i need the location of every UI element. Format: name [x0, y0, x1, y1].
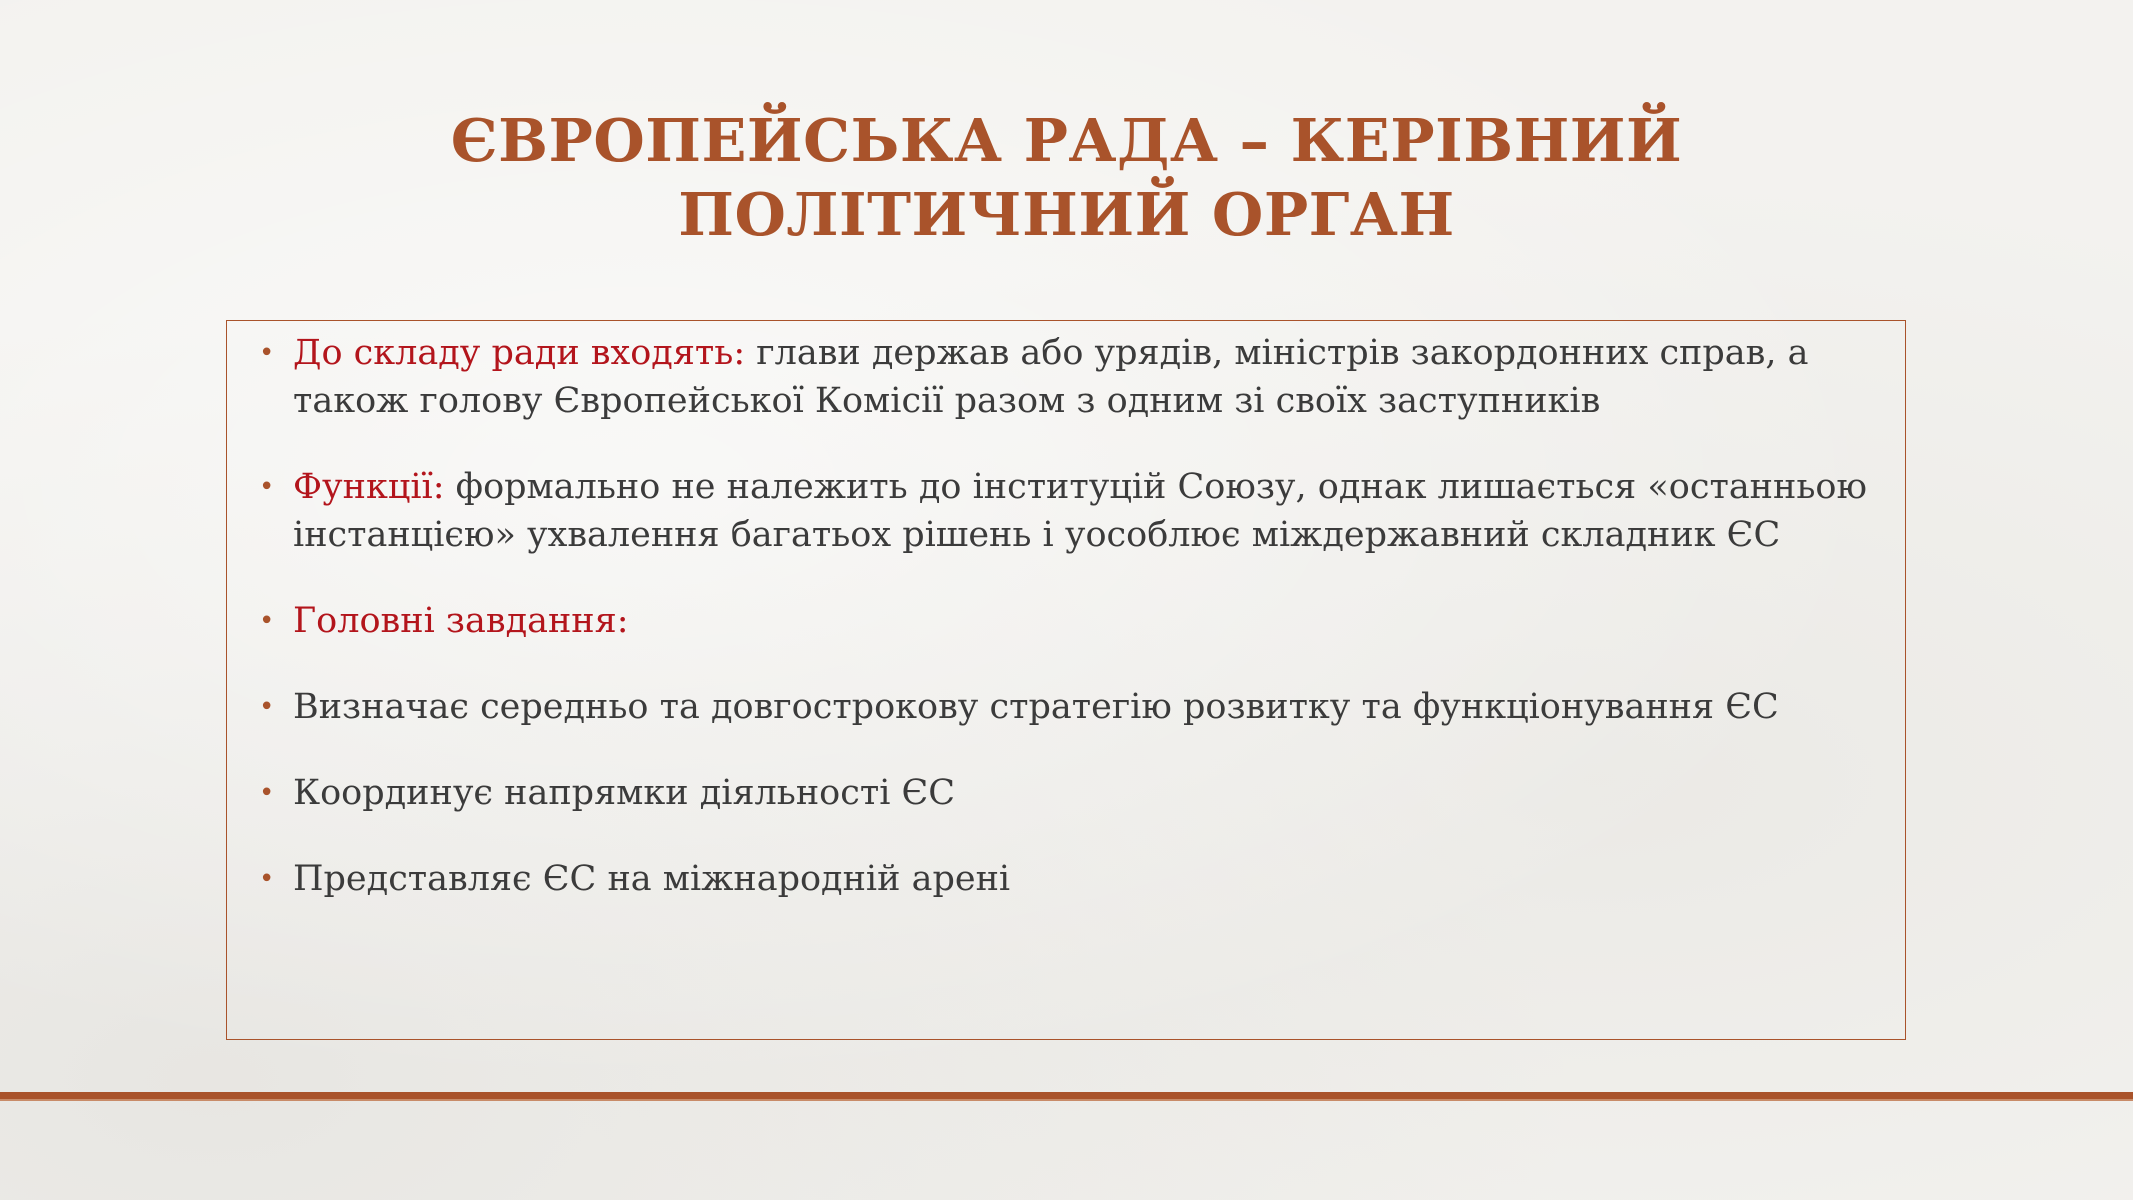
bullet-marker: • [259, 472, 275, 502]
bullet-marker: • [259, 338, 275, 368]
bullet-lead: Функції: [293, 467, 445, 507]
bullet-item-strategy [251, 683, 1881, 731]
slide-title: ЄВРОПЕЙСЬКА РАДА – КЕРІВНИЙ ПОЛІТИЧНИЙ ОРГАН [450, 106, 1683, 249]
bullet-text: Представляє ЄС на міжнародній арені [293, 859, 1011, 899]
bullet-lead: До складу ради входять: [293, 333, 746, 373]
bullet-item-representation [251, 855, 1881, 903]
bullet-text: глави держав або урядів, міністрів закордонних справ, а також голову Європейської Комісії разом з одним зі своїх заступників [293, 333, 1809, 421]
bullet-text: Визначає середньо та довгострокову стратегію розвитку та функціонування ЄС [293, 687, 1779, 727]
bullet-text: Координує напрямки діяльності ЄС [293, 773, 956, 813]
bullet-marker: • [259, 606, 275, 636]
bullet-lead: Головні завдання: [293, 601, 629, 641]
content-frame [226, 320, 1906, 1040]
bullet-item-main-tasks [251, 597, 1881, 645]
bullet-marker: • [259, 692, 275, 722]
bullet-marker: • [259, 778, 275, 808]
bullet-item-composition [251, 329, 1881, 425]
bullet-item-coordination [251, 769, 1881, 817]
footer-rule [0, 1092, 2133, 1101]
bullet-list [251, 329, 1881, 903]
bullet-marker: • [259, 864, 275, 894]
bullet-item-functions [251, 463, 1881, 559]
bullet-text: формально не належить до інституцій Союзу, однак лишається «останньою інстанцією» ухвалення багатьох рішень і уособлює міждержавний складник ЄС [293, 467, 1867, 555]
